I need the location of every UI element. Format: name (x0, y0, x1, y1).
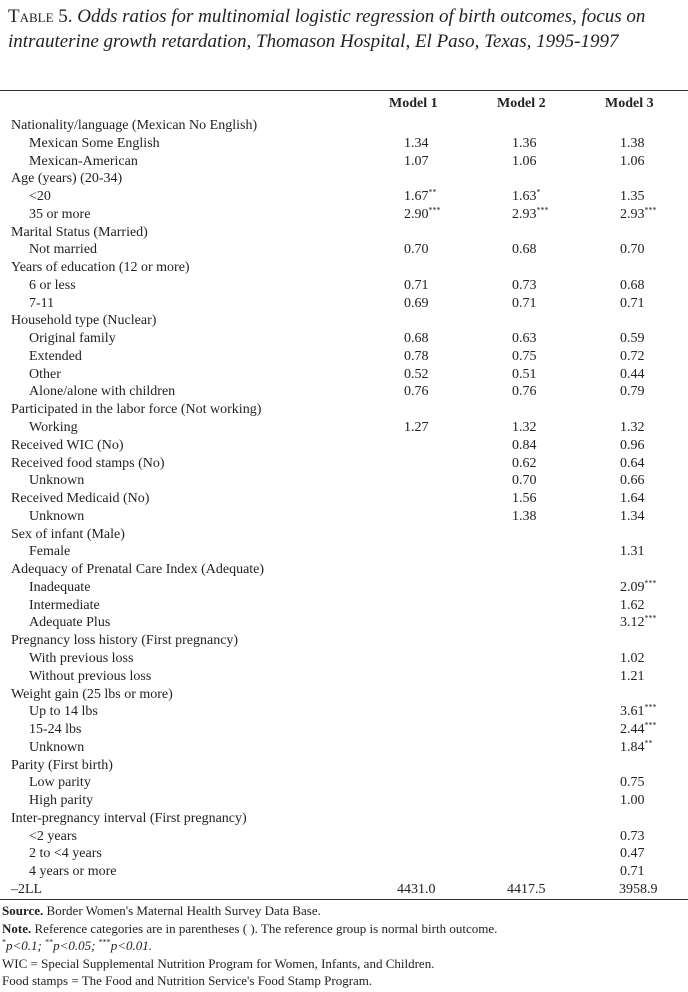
cell-value: 3.12 (620, 615, 645, 631)
cell-model-1 (404, 330, 429, 348)
cell-value: 1.34 (404, 135, 429, 151)
cell-model-1 (404, 277, 429, 295)
row-label: Original family (29, 331, 116, 347)
table-row (0, 739, 688, 757)
cell-value: 2.93 (620, 206, 645, 222)
cell-model-1 (404, 206, 441, 224)
row-label: Received food stamps (No) (11, 455, 165, 471)
cell-value: 1.02 (620, 650, 645, 666)
cell-value: 1.67 (404, 189, 429, 205)
cell-value: 1.00 (620, 793, 645, 809)
cell-value: 2.93 (512, 206, 537, 222)
table-row (0, 117, 688, 135)
table-row (0, 135, 688, 153)
table-row (0, 863, 688, 881)
cell-value: 0.70 (620, 242, 645, 258)
cell-value: 0.62 (512, 455, 537, 471)
cell-model-2 (512, 508, 537, 526)
table-row (0, 383, 688, 401)
top-rule (0, 90, 688, 91)
row-label: Unknown (29, 739, 85, 755)
table-row (0, 153, 688, 171)
table-row (0, 792, 688, 810)
cell-model-1 (404, 295, 429, 313)
table-row (0, 828, 688, 846)
note-label: Note. (2, 920, 32, 936)
cell-model-2 (512, 383, 537, 401)
table-row (0, 703, 688, 721)
cell-model-1 (404, 383, 429, 401)
cell-model-1 (404, 348, 429, 366)
cell-value: 0.47 (620, 846, 645, 862)
cell-value: 0.66 (620, 473, 645, 489)
row-label: Mexican Some English (29, 135, 160, 151)
cell-model-3 (620, 703, 657, 721)
cell-value: 1.21 (620, 668, 645, 684)
row-label: Adequate Plus (29, 615, 111, 631)
table-row (0, 348, 688, 366)
table-row (0, 455, 688, 473)
wic-text: = Special Supplemental Nutrition Program for Women, Infants, and Children. (30, 955, 435, 971)
cell-model-2 (512, 188, 541, 206)
table-row (0, 597, 688, 615)
cell-value: 0.44 (620, 366, 645, 382)
cell-value: 0.52 (404, 366, 429, 382)
sig-1-text: p<0.1; (6, 938, 42, 953)
table-row (0, 259, 688, 277)
cell-model-3 (620, 295, 645, 313)
cell-value: 1.64 (620, 491, 645, 507)
cell-value: 1.06 (512, 153, 537, 169)
cell-value: 0.68 (512, 242, 537, 258)
cell-value: 0.73 (620, 828, 645, 844)
table-row (0, 312, 688, 330)
cell-model-2 (512, 366, 537, 384)
table-row (0, 810, 688, 828)
row-label: <2 years (29, 828, 77, 844)
cell-model-3 (619, 881, 658, 899)
cell-model-2 (512, 241, 537, 259)
table-row (0, 632, 688, 650)
row-label: Without previous loss (29, 668, 152, 684)
row-label: Years of education (12 or more) (11, 260, 190, 276)
row-label: Inadequate (29, 579, 91, 595)
food-stamps-note: Food stamps = The Food and Nutrition Service's Food Stamp Program. (2, 973, 373, 988)
significance-marker: ** (644, 738, 653, 748)
table-row (0, 579, 688, 597)
cell-value: 1.06 (620, 153, 645, 169)
cell-model-3 (620, 437, 645, 455)
cell-value: 0.64 (620, 455, 645, 471)
cell-value: 1.35 (620, 189, 645, 205)
table-row (0, 472, 688, 490)
table-row (0, 490, 688, 508)
table-row (0, 437, 688, 455)
cell-value: 0.72 (620, 348, 645, 364)
row-label: Weight gain (25 lbs or more) (11, 686, 173, 702)
table-row (0, 206, 688, 224)
row-label: Female (29, 544, 71, 560)
cell-value: 1.38 (512, 508, 537, 524)
cell-value: 0.76 (404, 384, 429, 400)
row-label: Sex of infant (Male) (11, 526, 125, 542)
row-label: Alone/alone with children (29, 384, 176, 400)
cell-value: 1.07 (404, 153, 429, 169)
row-label: Up to 14 lbs (29, 704, 98, 720)
table-number: Table 5. (8, 6, 73, 27)
cell-model-3 (620, 597, 645, 615)
reference-note (2, 920, 686, 938)
cell-model-1 (397, 881, 436, 899)
row-label: 4 years or more (29, 864, 117, 880)
column-header-model-1: Model 1 (389, 96, 438, 111)
cell-model-1 (404, 366, 429, 384)
table-row (0, 757, 688, 775)
cell-value: 0.84 (512, 437, 537, 453)
table-row (0, 295, 688, 313)
table-row (0, 686, 688, 704)
table-row (0, 561, 688, 579)
table-row (0, 241, 688, 259)
cell-value: 0.75 (620, 775, 645, 791)
cell-model-1 (404, 419, 429, 437)
row-label: Participated in the labor force (Not working) (11, 402, 262, 418)
cell-model-1 (404, 188, 437, 206)
cell-value: 1.32 (512, 420, 537, 436)
cell-model-3 (620, 828, 645, 846)
cell-model-3 (620, 614, 657, 632)
cell-value: 0.68 (404, 331, 429, 347)
cell-model-3 (620, 455, 645, 473)
table-row (0, 366, 688, 384)
row-label: Mexican-American (29, 153, 138, 169)
bottom-rule (0, 899, 688, 900)
cell-model-2 (512, 295, 537, 313)
row-label: Marital Status (Married) (11, 224, 148, 240)
row-label: Other (29, 366, 61, 382)
cell-model-1 (404, 153, 429, 171)
column-header-model-2: Model 2 (497, 96, 546, 111)
cell-model-3 (620, 366, 645, 384)
table-row (0, 170, 688, 188)
wic-note (2, 955, 686, 973)
cell-value: 4431.0 (397, 881, 436, 897)
table-row (0, 543, 688, 561)
row-label: 15-24 lbs (29, 722, 82, 738)
row-label: Unknown (29, 473, 85, 489)
table-row (0, 845, 688, 863)
cell-value: 3.61 (620, 704, 645, 720)
cell-model-2 (512, 277, 537, 295)
cell-value: 0.79 (620, 384, 645, 400)
cell-model-2 (512, 472, 537, 490)
significance-marker: *** (536, 205, 549, 215)
cell-value: 0.68 (620, 277, 645, 293)
cell-value: 1.34 (620, 508, 645, 524)
cell-model-3 (620, 330, 645, 348)
cell-value: 2.90 (404, 206, 429, 222)
cell-model-3 (620, 348, 645, 366)
cell-value: 1.31 (620, 544, 645, 560)
table-notes (2, 902, 686, 990)
row-label: 7-11 (29, 295, 55, 311)
table-row (0, 277, 688, 295)
row-label: Intermediate (29, 597, 100, 613)
cell-model-3 (620, 739, 653, 757)
row-label: Unknown (29, 508, 85, 524)
row-label: –2LL (11, 881, 43, 897)
cell-value: 0.96 (620, 437, 645, 453)
cell-value: 0.71 (620, 864, 645, 880)
row-label: <20 (29, 189, 51, 205)
cell-model-3 (620, 490, 645, 508)
cell-model-2 (512, 490, 537, 508)
cell-value: 0.69 (404, 295, 429, 311)
cell-value: 0.71 (620, 295, 645, 311)
source-label: Source. (2, 903, 44, 918)
cell-model-3 (620, 383, 645, 401)
cell-model-3 (620, 206, 657, 224)
cell-value: 2.09 (620, 579, 645, 595)
table-row (0, 668, 688, 686)
cell-model-3 (620, 472, 645, 490)
row-label: Parity (First birth) (11, 757, 113, 773)
significance-marker: *** (428, 205, 441, 215)
cell-model-3 (620, 721, 657, 739)
row-label: High parity (29, 793, 94, 809)
cell-value: 0.51 (512, 366, 537, 382)
cell-value: 0.63 (512, 331, 537, 347)
row-label: Nationality/language (Mexican No English) (11, 118, 258, 133)
cell-model-2 (512, 153, 537, 171)
table-row (0, 721, 688, 739)
cell-value: 4417.5 (507, 881, 546, 897)
cell-model-3 (620, 277, 645, 295)
source-text: Border Women's Maternal Health Survey Data Base. (46, 903, 321, 918)
cell-model-2 (512, 135, 537, 153)
row-label: 35 or more (29, 206, 91, 222)
cell-value: 1.62 (620, 597, 645, 613)
cell-value: 0.70 (512, 473, 537, 489)
cell-model-2 (512, 206, 549, 224)
cell-value: 0.59 (620, 331, 645, 347)
table-row (0, 650, 688, 668)
significance-marker: *** (644, 720, 657, 730)
cell-model-3 (620, 508, 645, 526)
sig-2-marker: ** (45, 937, 54, 947)
row-label: With previous loss (29, 650, 134, 666)
cell-value: 1.84 (620, 739, 645, 755)
table-row (0, 774, 688, 792)
row-label: Household type (Nuclear) (11, 313, 157, 329)
cell-value: 0.71 (404, 277, 429, 293)
source-note (2, 902, 686, 920)
table-row (0, 330, 688, 348)
sig-3-text: p<0.01. (110, 938, 152, 953)
row-label: Not married (29, 242, 98, 258)
table-title (8, 4, 680, 54)
table-row (0, 614, 688, 632)
cell-model-3 (620, 188, 645, 206)
row-label: Received WIC (No) (11, 437, 124, 453)
cell-value: 0.73 (512, 277, 537, 293)
row-label: Low parity (29, 775, 91, 791)
cell-value: 1.27 (404, 420, 429, 436)
table-row (0, 188, 688, 206)
row-label: Age (years) (20-34) (11, 171, 123, 187)
row-label: 6 or less (29, 277, 76, 293)
cell-model-3 (620, 845, 645, 863)
sig-2-text: p<0.05; (53, 938, 96, 953)
note-text: Reference categories are in parentheses ( ). The reference group is normal birth outcome. (34, 920, 498, 936)
table-row (0, 401, 688, 419)
cell-model-3 (620, 863, 645, 881)
significance-marker: *** (644, 205, 657, 215)
significance-note (2, 937, 686, 955)
significance-marker: *** (644, 613, 657, 623)
sig-1-marker: * (2, 937, 6, 947)
cell-model-3 (620, 668, 645, 686)
cell-model-3 (620, 153, 645, 171)
cell-model-2 (512, 455, 537, 473)
cell-value: 0.71 (512, 295, 537, 311)
cell-value: 0.70 (404, 242, 429, 258)
cell-value: 1.38 (620, 135, 645, 151)
cell-value: 1.36 (512, 135, 537, 151)
cell-model-2 (507, 881, 546, 899)
table-row (0, 526, 688, 544)
cell-model-3 (620, 241, 645, 259)
cell-value: 1.56 (512, 491, 537, 507)
table-row (0, 881, 688, 899)
cell-value: 3958.9 (619, 881, 658, 897)
row-label: Adequacy of Prenatal Care Index (Adequate) (11, 562, 265, 578)
wic-abbr: WIC (2, 955, 28, 971)
table-caption: Odds ratios for multinomial logistic regression of birth outcomes, focus on intrauterine growth retardation, Thomason Hospital, El Paso, Texas, 1995-1997 (8, 6, 646, 52)
cell-model-2 (512, 348, 537, 366)
row-label: Working (29, 420, 78, 436)
cell-model-1 (404, 241, 429, 259)
significance-marker: ** (428, 187, 437, 197)
cell-model-3 (620, 650, 645, 668)
cell-value: 0.75 (512, 348, 537, 364)
cell-model-3 (620, 419, 645, 437)
cell-value: 1.32 (620, 420, 645, 436)
table-row (0, 419, 688, 437)
row-label: Extended (29, 348, 82, 364)
table-row (0, 508, 688, 526)
significance-marker: * (536, 187, 541, 197)
cell-model-3 (620, 792, 645, 810)
cell-model-3 (620, 543, 645, 561)
cell-model-3 (620, 774, 645, 792)
table-row (0, 224, 688, 242)
cell-model-2 (512, 330, 537, 348)
column-header-model-3: Model 3 (605, 96, 654, 111)
table-body (0, 117, 688, 899)
cell-model-1 (404, 135, 429, 153)
significance-marker: *** (644, 702, 657, 712)
row-label: 2 to <4 years (29, 846, 102, 862)
significance-marker: *** (644, 578, 657, 588)
row-label: Inter-pregnancy interval (First pregnancy) (11, 810, 247, 826)
cell-model-2 (512, 419, 537, 437)
cell-model-2 (512, 437, 537, 455)
row-label: Pregnancy loss history (First pregnancy) (11, 633, 239, 649)
cell-value: 0.78 (404, 348, 429, 364)
cell-model-3 (620, 135, 645, 153)
sig-3-marker: *** (98, 937, 111, 947)
cell-value: 1.63 (512, 189, 537, 205)
cell-value: 2.44 (620, 722, 645, 738)
cell-value: 0.76 (512, 384, 537, 400)
cell-model-3 (620, 579, 657, 597)
row-label: Received Medicaid (No) (11, 491, 150, 507)
